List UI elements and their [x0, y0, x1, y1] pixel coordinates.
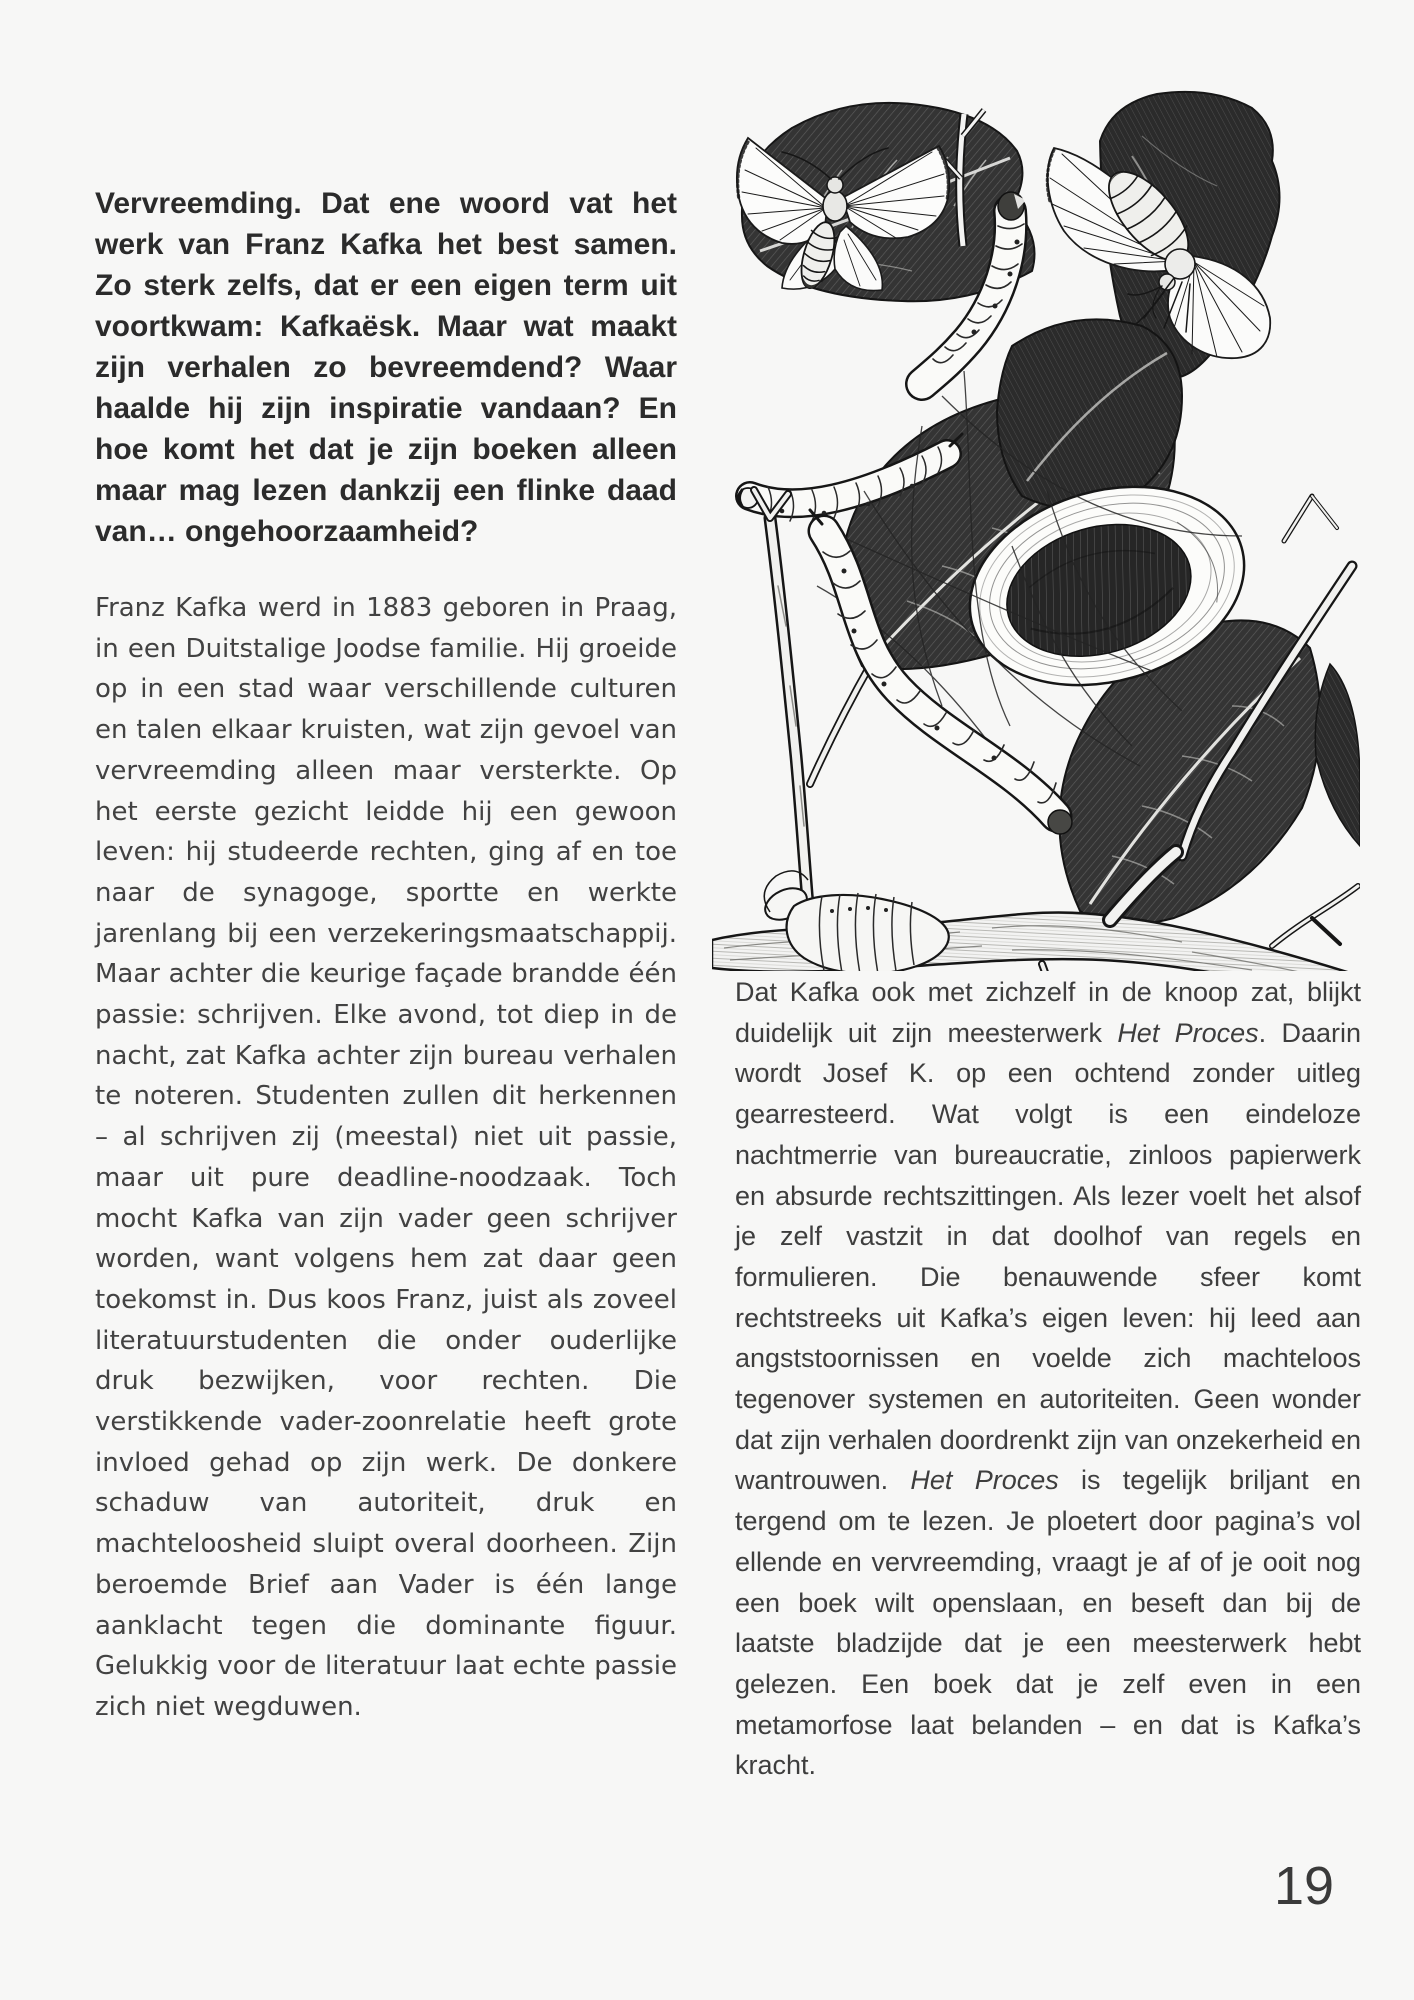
page-number: 19 [1273, 1856, 1335, 1916]
right-column-body: Dat Kafka ook met zichzelf in de knoop zat, blijkt duidelijk uit zijn meesterwerk Het Proces. Daarin wordt Josef K. op een ochtend zonder uitleg gearresteerd. Wat volgt is een eindeloze nachtmerrie van bureaucratie, zinloos papierwerk en absurde rechtszittingen. Als lezer voelt het alsof je zelf vastzit in dat doolhof van regels en formulieren. Die benauwende sfeer komt rechtstreeks uit Kafka’s eigen leven: hij leed aan angststoornissen en voelde zich machteloos tegenover systemen en autoriteiten. Geen wonder dat zijn verhalen doordrenkt zijn van onzekerheid en wantrouwen. Het Proces is tegelijk briljant en tergend om te lezen. Je ploetert door pagina’s vol ellende en vervreemding, vraagt je af of je ooit nog een boek wilt openslaan, en beseft dan bij de laatste bladzijde dat je een meesterwerk hebt gelezen. Een boek dat je zelf even in een metamorfose laat belanden – en dat is Kafka’s kracht. [735, 977, 1361, 1781]
left-column-body: Franz Kafka werd in 1883 geboren in Praag, in een Duitstalige Joodse familie. Hij groeide op in een stad waar verschillende culturen en talen elkaar kruisten, wat zijn gevoel van vervreemding alleen maar versterkte. Op het eerste gezicht leidde hij een gewoon leven: hij studeerde rechten, ging af en toe naar de synagoge, sportte en werkte jarenlang bij een verzekeringsmaatschappij. Maar achter die keurige façade brandde één passie: schrijven. Elke avond, tot diep in de nacht, zat Kafka achter zijn bureau verhalen te noteren. Studenten zullen dit herkennen – al schrijven zij (meestal) niet uit passie, maar uit pure deadline-noodzaak. Toch mocht Kafka van zijn vader geen schrijver worden, want volgens hem zat daar geen toekomst in. Dus koos Franz, juist als zoveel literatuurstudenten die onder ouderlijke druk bezwijken, voor rechten. Die verstikkende vader-zoonrelatie heeft grote invloed gehad op zijn werk. De donkere schaduw van autoriteit, druk en machteloosheid sluipt overal doorheen. Zijn beroemde Brief aan Vader is één lange aanklacht tegen die dominante figuur. Gelukkig voor de literatuur laat echte passie zich niet wegduwen. [95, 593, 677, 1722]
intro-paragraph: Vervreemding. Dat ene woord vat het werk van Franz Kafka het best samen. Zo sterk zelfs, dat er een eigen term uit voortkwam: Kafkaësk. Maar wat maakt zijn verhalen zo bevreemdend? Waar haalde hij zijn inspiratie vandaan? En hoe komt het dat je zijn boeken alleen maar mag lezen dankzij een flinke daad van… ongehoorzaamheid? [95, 187, 677, 548]
mulberry-leaf-far-right [1315, 664, 1360, 846]
silkworm-engraving-illustration [712, 66, 1360, 971]
